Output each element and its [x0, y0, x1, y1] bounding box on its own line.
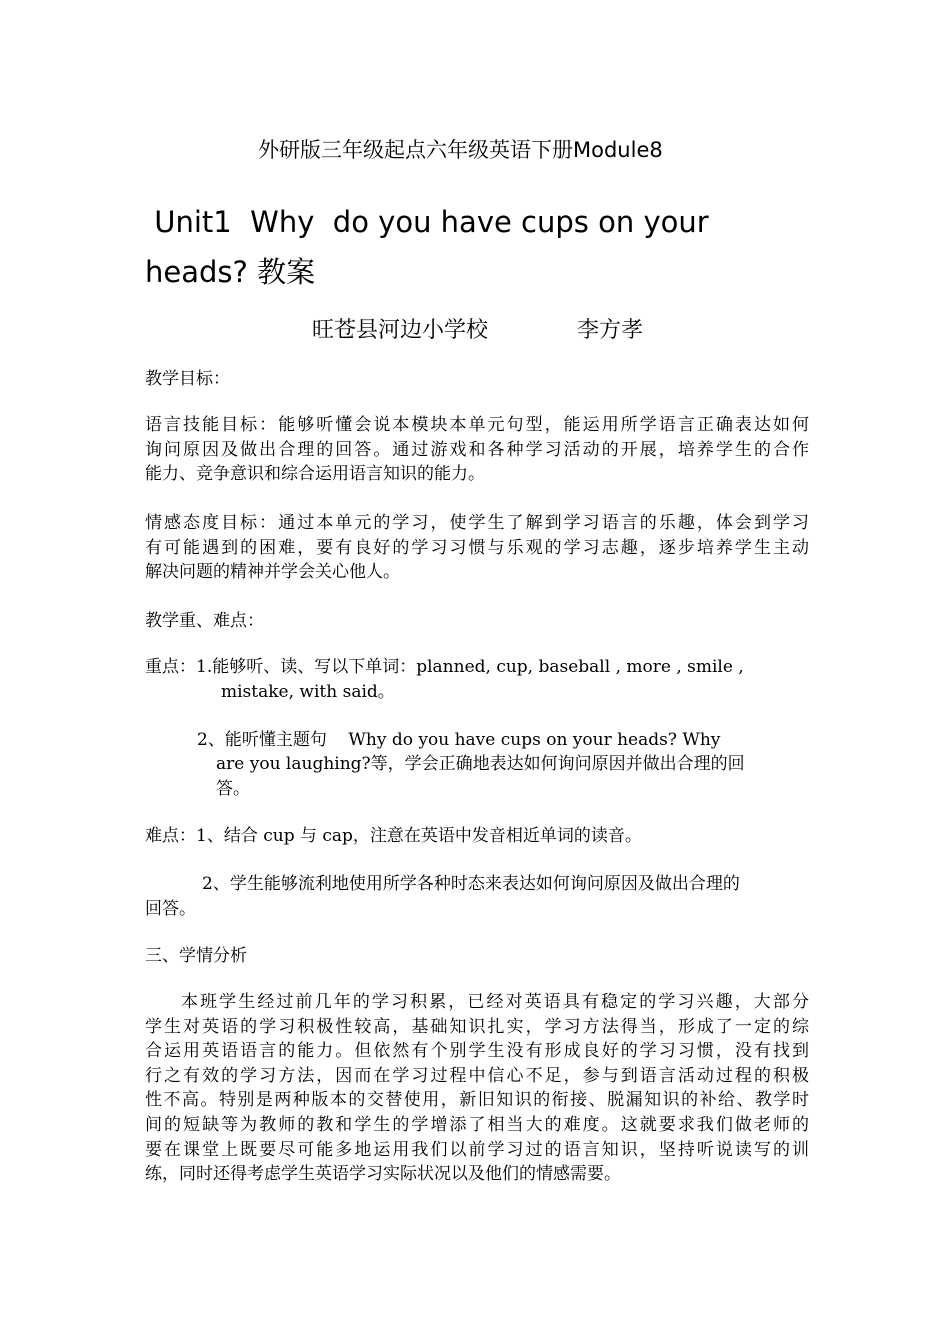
attitude-goal-line: 解决问题的精神并学会关心他人。 [145, 562, 400, 583]
doc-title-line-2: Unit1 Why do you have cups on your [145, 205, 709, 239]
analysis-line: 行之有效的学习方法，因而在学习过程中信心不足，参与到语言活动过程的积极 [145, 1065, 809, 1086]
key-point-1-line-2: mistake, with said。 [221, 682, 395, 702]
skill-goal-paragraph [145, 413, 809, 487]
key-point-2-line-3: 答。 [216, 779, 250, 799]
analysis-line: 间的短缺等为教师的教和学生的学增添了相当大的难度。这就要求我们做老师的 [145, 1114, 809, 1135]
difficulty-1: 难点：1、结合 cup 与 cap，注意在英语中发音相近单词的读音。 [145, 826, 642, 846]
objectives-heading: 教学目标： [145, 369, 230, 389]
attitude-goal-line: 有可能遇到的困难，要有良好的学习习惯与乐观的学习志趣，逐步培养学生主动 [145, 537, 809, 558]
analysis-line: 练，同时还得考虑学生英语学习实际状况以及他们的情感需要。 [145, 1164, 621, 1185]
author-name: 李方孝 [577, 318, 644, 343]
difficulty-2-line-1: 2、学生能够流利地使用所学各种时态来表达如何询问原因及做出合理的 [202, 874, 740, 894]
doc-title-line-3: heads? 教案 [145, 255, 316, 289]
attitude-goal-line: 情感态度目标：通过本单元的学习，使学生了解到学习语言的乐趣，体会到学习 [145, 513, 809, 533]
analysis-line: 要在课堂上既要尽可能多地运用我们以前学习过的语言知识，坚持听说读写的训 [145, 1139, 809, 1160]
analysis-line: 合运用英语语言的能力。但依然有个别学生没有形成良好的学习习惯，没有找到 [145, 1041, 809, 1062]
attitude-goal-paragraph [145, 511, 809, 585]
analysis-line: 性不高。特别是两种版本的交替使用，新旧知识的衔接、脱漏知识的补给、教学时 [145, 1090, 809, 1111]
analysis-line: 学生对英语的学习积极性较高，基础知识扎实，学习方法得当，形成了一定的综 [145, 1016, 809, 1037]
analysis-heading: 三、学情分析 [145, 946, 247, 966]
key-point-2-line-1: 2、能听懂主题句 Why do you have cups on your heads? Why [197, 730, 721, 750]
doc-title-line-1: 外研版三年级起点六年级英语下册Module8 [258, 138, 663, 162]
skill-goal-line: 询问原因及做出合理的回答。通过游戏和各种学习活动的开展，培养学生的合作 [145, 439, 809, 460]
author-school: 旺苍县河边小学校 [312, 318, 489, 343]
skill-goal-line: 能力、竞争意识和综合运用语言知识的能力。 [145, 464, 485, 485]
skill-goal-line: 语言技能目标：能够听懂会说本模块本单元句型，能运用所学语言正确表达如何 [145, 415, 809, 435]
key-point-1-line-1: 重点：1.能够听、读、写以下单词：planned, cup, baseball , more , smile , [145, 657, 744, 677]
analysis-paragraph [145, 990, 809, 1187]
analysis-line: 本班学生经过前几年的学习积累，已经对英语具有稳定的学习兴趣，大部分 [181, 992, 809, 1012]
key-point-2-line-2: are you laughing?等，学会正确地表达如何询问原因并做出合理的回 [216, 754, 745, 774]
difficulty-2-line-2: 回答。 [145, 899, 196, 919]
key-points-heading: 教学重、难点： [145, 611, 264, 631]
